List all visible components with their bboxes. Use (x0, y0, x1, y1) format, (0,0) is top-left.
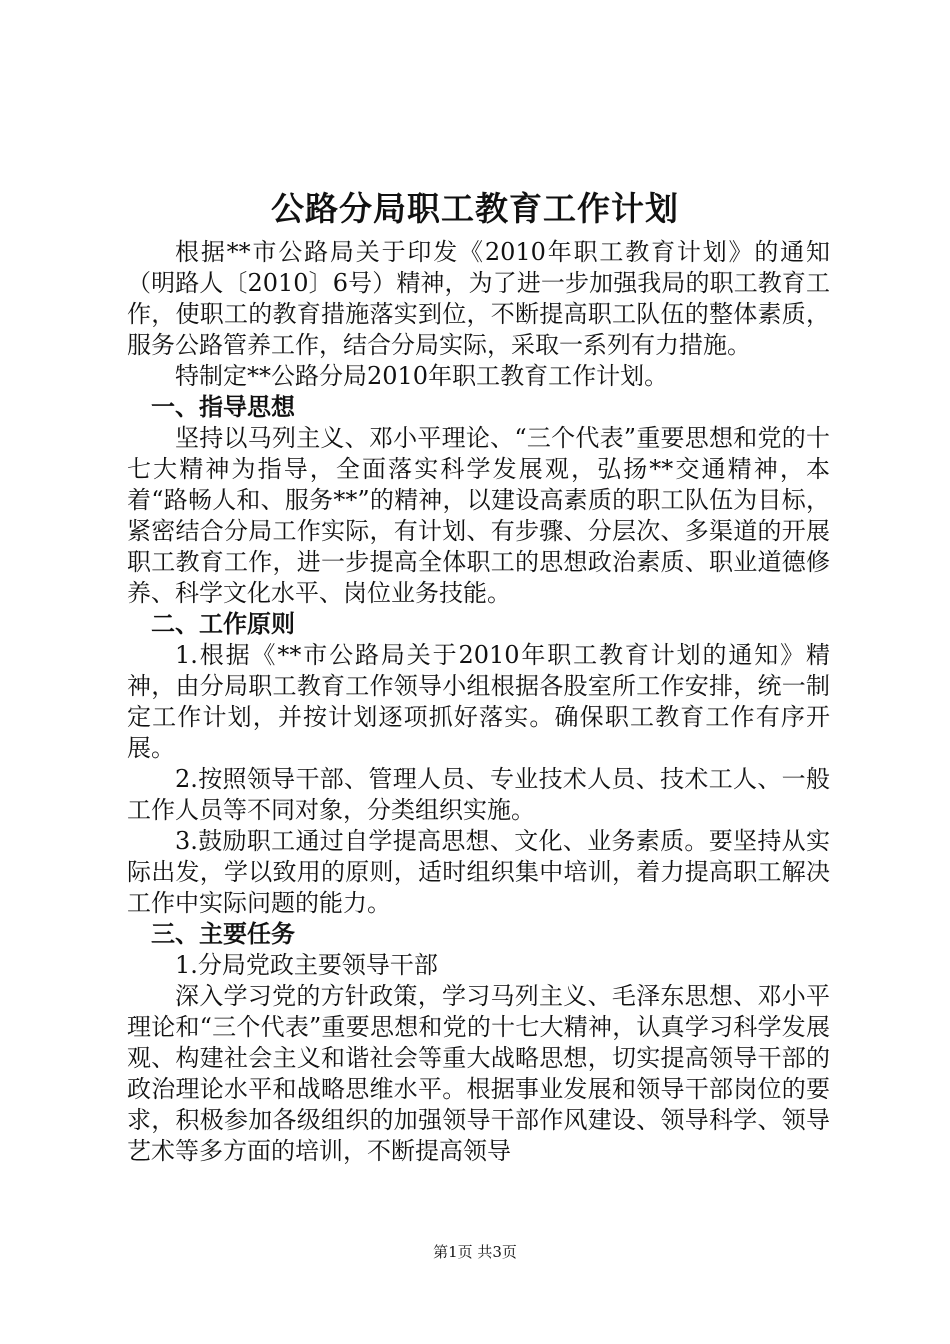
document-title: 公路分局职工教育工作计划 (271, 189, 679, 228)
section-heading-guiding-ideology: 一、指导思想 (151, 393, 295, 421)
section3-paragraph-1: 深入学习党的方针政策，学习马列主义、毛泽东思想、邓小平理论和“三个代表”重要思想和党的十七大精神，认真学习科学发展观、构建社会主义和谐社会等重大战略思想，切实提高领导干部的政治理论水平和战略思维水平。根据事业发展和领导干部岗位的要求，积极参加各级组织的加强领导干部作风建设、领导科学、领导艺术等多方面的培训，不断提高领导 (127, 982, 830, 1165)
section-heading-main-tasks: 三、主要任务 (151, 920, 295, 948)
section1-paragraph-1: 坚持以马列主义、邓小平理论、“三个代表”重要思想和党的十七大精神为指导，全面落实科学发展观，弘扬**交通精神，本着“路畅人和、服务**”的精神，以建设高素质的职工队伍为目标，紧密结合分局工作实际，有计划、有步骤、分层次、多渠道的开展职工教育工作，进一步提高全体职工的思想政治素质、职业道德修养、科学文化水平、岗位业务技能。 (127, 424, 830, 607)
section2-paragraph-3: 3.鼓励职工通过自学提高思想、文化、业务素质。要坚持从实际出发，学以致用的原则，适时组织集中培训，着力提高职工解决工作中实际问题的能力。 (127, 827, 830, 917)
section2-paragraph-1: 1.根据《**市公路局关于2010年职工教育计划的通知》精神，由分局职工教育工作领导小组根据各股室所工作安排，统一制定工作计划，并按计划逐项抓好落实。确保职工教育工作有序开展。 (127, 641, 830, 762)
section-heading-work-principles: 二、工作原则 (151, 610, 295, 638)
section2-paragraph-2: 2.按照领导干部、管理人员、专业技术人员、技术工人、一般工作人员等不同对象，分类组织实施。 (127, 765, 830, 824)
section3-subheading-1: 1.分局党政主要领导干部 (175, 951, 438, 979)
document-body (127, 237, 830, 1167)
intro-paragraph-1: 根据**市公路局关于印发《2010年职工教育计划》的通知（明路人〔2010〕6号）精神，为了进一步加强我局的职工教育工作，使职工的教育措施落实到位，不断提高职工队伍的整体素质，服务公路管养工作，结合分局实际，采取一系列有力措施。 (127, 238, 830, 359)
intro-paragraph-2: 特制定**公路分局2010年职工教育工作计划。 (175, 362, 669, 390)
page-footer: 第1页 共3页 (433, 1243, 517, 1261)
